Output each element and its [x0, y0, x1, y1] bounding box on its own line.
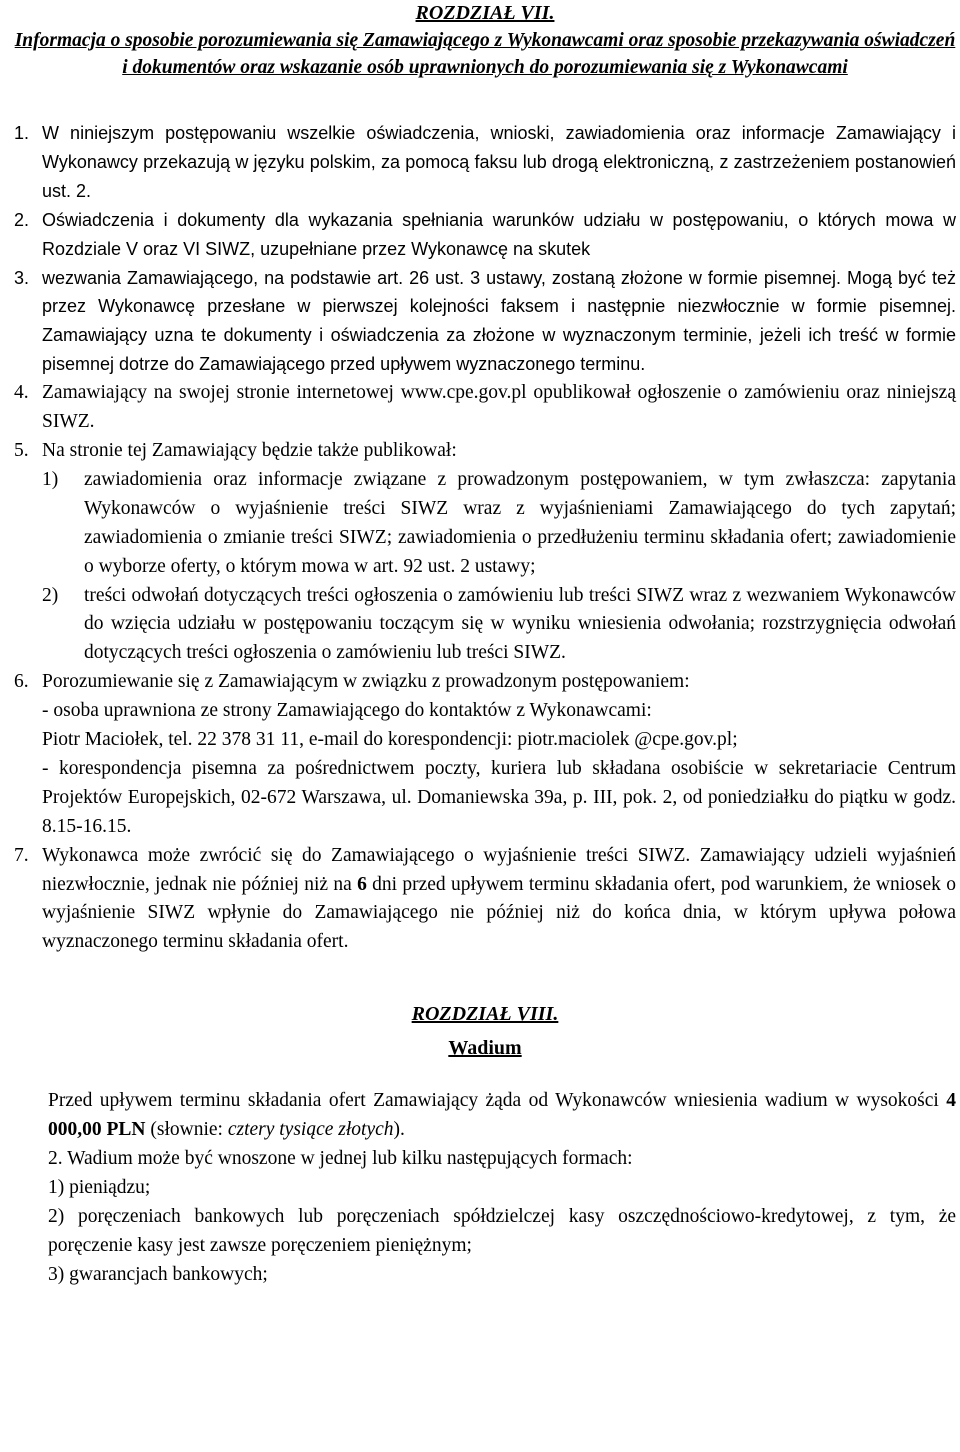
wadium-paragraph-1 [48, 1087, 956, 1145]
sub-item-number: 2) [42, 584, 59, 606]
item-text: Porozumiewanie się z Zamawiającym w związku z prowadzonym postępowaniem: [42, 671, 690, 693]
chapter-7-item-2 [14, 206, 956, 264]
item-number: 5. [14, 439, 29, 461]
item-text: wezwania Zamawiającego, na podstawie art. 26 ust. 3 ustawy, zostaną złożone w formie pisemnej. Mogą być też przez Wykonawcę przesłane w pierwszej kolejności faksem i następnie niezwłocznie w formie pisemnej. Zamawiający uzna te dokumenty i oświadczenia za złożone w wyznaczonym terminie, jeżeli ich treść w formie pisemnej dotrze do Zamawiającego przed upływem wyznaczonego terminu. [42, 267, 956, 375]
wadium-form-2: 2) poręczeniach bankowych lub poręczeniach spółdzielczej kasy oszczędnościowo-kredytowej, z tym, że poręczenie kasy jest zawsze poręczeniem pieniężnym; [48, 1205, 956, 1256]
item-number: 6. [14, 671, 29, 693]
item-number: 3. [14, 267, 30, 288]
item-text: Zamawiający na swojej stronie internetowej www.cpe.gov.pl opublikował ogłoszenie o zamówieniu oraz niniejszą SIWZ. [42, 382, 956, 433]
spacer [14, 81, 956, 119]
item-number: 1. [14, 123, 30, 143]
item-text: W niniejszym postępowaniu wszelkie oświadczenia, wnioski, zawiadomienia oraz informacje Zamawiający i Wykonawcy przekazują w języku polskim, za pomocą faksu lub drogą elektroniczną, z zastrzeżeniem postanowień ust. 2. [42, 123, 956, 201]
chapter-7-item-4 [14, 379, 956, 437]
wadium-paragraph-2: 2. Wadium może być wnoszone w jednej lub kilku następujących formach: [48, 1148, 633, 1170]
item-text-b: dni przed upływem terminu składania ofert, pod warunkiem, że wniosek o wyjaśnienie SIWZ wpłynie do Zamawiającego nie później niż do końca dnia, w którym upływa połowa wyznaczonego terminu składania ofert. [42, 873, 956, 953]
wadium-form-3: 3) gwarancjach bankowych; [48, 1263, 268, 1285]
wadium-amount: 4 000,00 PLN [48, 1090, 956, 1141]
document-page [14, 0, 956, 1290]
item-number: 2. [14, 209, 30, 230]
deadline-days: 6 [357, 873, 367, 895]
chapter-7-item-5-sub-1 [14, 466, 956, 582]
contact-details-line: Piotr Maciołek, tel. 22 378 31 11, e-mail do korespondencji: piotr.maciolek @cpe.gov.pl; [42, 729, 738, 751]
correspondence-line: - korespondencja pisemna za pośrednictwem poczty, kuriera lub składana osobiście w sekretariacie Centrum Projektów Europejskich, 02-672 Warszawa, ul. Domaniewska 39a, p. III, pok. 2, od poniedziałku do piątku w godz. 8.15-16.15. [42, 757, 956, 837]
wadium-text-b: (słownie: [145, 1119, 228, 1141]
chapter-7-title: Informacja o sposobie porozumiewania się Zamawiającego z Wykonawcami oraz sposobie przekazywania oświadczeń i dokumentów oraz wskazanie osób uprawnionych do porozumiewania się z Wykonawcami [14, 30, 956, 78]
chapter-7-item-1 [14, 119, 956, 206]
item-number: 7. [14, 844, 29, 866]
item-number: 4. [14, 382, 29, 404]
sub-item-number: 1) [42, 468, 59, 490]
chapter-7-item-5 [14, 437, 956, 466]
wadium-amount-words: cztery tysiące złotych [227, 1119, 394, 1141]
sub-item-text: zawiadomienia oraz informacje związane z prowadzonym postępowaniem, w tym zwłaszcza: zapytania Wykonawców o wyjaśnienie treści SIWZ wraz z wyjaśnieniami Zamawiającego do tych zapytań; zawiadomienia o zmianie treści SIWZ; zawiadomienia o przedłużeniu terminu składania ofert; zawiadomienie o wyborze oferty, o którym mowa w art. 92 ust. 2 ustawy; [84, 468, 956, 577]
wadium-section [14, 1087, 956, 1289]
wadium-form-1: 1) pieniądzu; [48, 1177, 151, 1198]
chapter-7-item-3 [14, 264, 956, 380]
chapter-7-heading: ROZDZIAŁ VII. [415, 2, 555, 24]
chapter-8-heading: ROZDZIAŁ VIII. [411, 1003, 559, 1026]
sub-item-text: treści odwołań dotyczących treści ogłoszenia o zamówieniu lub treści SIWZ wraz z wezwaniem Wykonawców do wzięcia udziału w postępowaniu toczącym się w wyniku wniesienia odwołania; rozstrzygnięcia odwołań dotyczących treści ogłoszenia o zamówieniu lub treści SIWZ. [84, 584, 956, 664]
chapter-7-item-5-sub-2 [14, 582, 956, 669]
contact-person-line: - osoba uprawniona ze strony Zamawiającego do kontaktów z Wykonawcami: [42, 700, 652, 722]
item-text: Na stronie tej Zamawiający będzie także publikował: [42, 439, 457, 461]
chapter-7-item-6 [14, 668, 956, 697]
item-text: Oświadczenia i dokumenty dla wykazania spełniania warunków udziału w postępowaniu, o których mowa w Rozdziale V oraz VI SIWZ, uzupełniane przez Wykonawcę na skutek [42, 209, 956, 259]
wadium-text-a: Przed upływem terminu składania ofert Zamawiający żąda od Wykonawców wniesienia wadium w wysokości [48, 1090, 947, 1112]
item-text-a: Wykonawca może zwrócić się do Zamawiającego o wyjaśnienie treści SIWZ. Zamawiający udzieli wyjaśnień niezwłocznie, jednak nie później niż na [42, 844, 956, 895]
chapter-8-title: Wadium [448, 1037, 522, 1060]
wadium-text-c: ). [393, 1119, 405, 1141]
chapter-7-item-7 [14, 842, 956, 958]
